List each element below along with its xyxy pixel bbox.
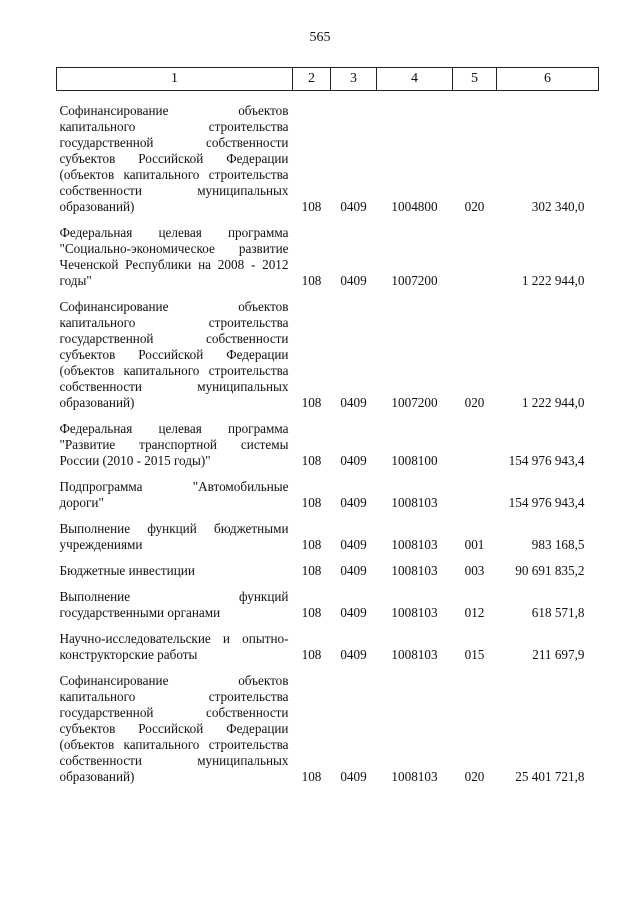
row-name [57,91,293,216]
row-ministry-code: 108 [301,563,322,578]
table-row [57,411,599,469]
row-article-code: 1007200 [391,273,438,288]
row-section-code: 0409 [340,769,367,784]
row-name [57,289,293,411]
row-section-code: 0409 [340,495,367,510]
row-ministry-code: 108 [301,395,322,410]
row-ministry-code: 108 [301,647,322,662]
row-amount: 302 340,0 [531,199,585,214]
row-name-text: Софинансирование объектов капитального строительства государственной собственности субъектов Российской Федерации (объектов капитального строительства собственности муниципальных образований) [59,103,289,214]
row-amount: 1 222 944,0 [521,395,585,410]
row-article-code: 1007200 [391,395,438,410]
row-expense-type-code [453,215,497,289]
table-row [57,579,599,621]
row-name-text: Федеральная целевая программа "Развитие транспортной системы России (2010 - 2015 годы)" [59,421,289,468]
row-article-code: 1008100 [391,453,438,468]
row-name-text: Выполнение функций бюджетными учреждениями [59,521,289,552]
row-name-text: Софинансирование объектов капитального строительства государственной собственности субъектов Российской Федерации (объектов капитального строительства собственности муниципальных образований) [59,673,289,784]
row-name-text: Подпрограмма "Автомобильные дороги" [59,479,289,510]
column-header-6: 6 [497,68,599,91]
row-amount: 154 976 943,4 [508,495,585,510]
row-name [57,621,293,663]
table-row [57,621,599,663]
row-name [57,411,293,469]
column-header-4: 4 [377,68,453,91]
row-section-code: 0409 [340,199,367,214]
row-ministry-code: 108 [301,537,322,552]
row-expense-type-code [453,411,497,469]
table-body [57,91,599,786]
row-section-code: 0409 [340,605,367,620]
row-amount: 618 571,8 [531,605,585,620]
row-article-code: 1008103 [391,537,438,552]
row-name [57,469,293,511]
budget-table [56,67,599,785]
row-ministry-code: 108 [301,199,322,214]
row-name-text: Софинансирование объектов капитального строительства государственной собственности субъектов Российской Федерации (объектов капитального строительства собственности муниципальных образований) [59,299,289,410]
row-article-code: 1008103 [391,769,438,784]
row-name-text: Выполнение функций государственными органами [59,589,289,620]
row-name [57,663,293,785]
row-section-code: 0409 [340,395,367,410]
table-row [57,289,599,411]
row-article-code: 1008103 [391,605,438,620]
row-amount: 154 976 943,4 [508,453,585,468]
row-article-code: 1008103 [391,495,438,510]
table-header [57,68,599,91]
row-section-code: 0409 [340,647,367,662]
row-section-code: 0409 [340,453,367,468]
row-expense-type-code [453,469,497,511]
row-name-text: Научно-исследовательские и опытно-конструкторские работы [59,631,289,662]
table-row [57,469,599,511]
column-header-1: 1 [57,68,293,91]
row-ministry-code: 108 [301,273,322,288]
table-row [57,91,599,216]
row-expense-type-code: 003 [464,563,485,578]
row-name [57,511,293,553]
row-name-text: Федеральная целевая программа "Социально-экономическое развитие Чеченской Республики на 2008 - 2012 годы" [59,225,289,288]
row-ministry-code: 108 [301,769,322,784]
table-row [57,215,599,289]
row-name [57,215,293,289]
row-amount: 25 401 721,8 [515,769,585,784]
column-header-3: 3 [331,68,377,91]
row-expense-type-code: 020 [464,395,485,410]
row-section-code: 0409 [340,273,367,288]
row-expense-type-code: 020 [464,199,485,214]
row-section-code: 0409 [340,563,367,578]
table-row [57,663,599,785]
row-name [57,579,293,621]
row-amount: 983 168,5 [531,537,585,552]
row-ministry-code: 108 [301,605,322,620]
row-section-code: 0409 [340,537,367,552]
row-article-code: 1004800 [391,199,438,214]
row-expense-type-code: 001 [464,537,485,552]
row-name [57,553,293,579]
row-article-code: 1008103 [391,563,438,578]
row-expense-type-code: 015 [464,647,485,662]
row-name-text: Бюджетные инвестиции [59,563,195,578]
row-article-code: 1008103 [391,647,438,662]
row-expense-type-code: 012 [464,605,485,620]
header-row [57,68,599,91]
table-row [57,511,599,553]
row-ministry-code: 108 [301,453,322,468]
row-amount: 90 691 835,2 [515,563,585,578]
table-row [57,553,599,579]
row-expense-type-code: 020 [464,769,485,784]
row-ministry-code: 108 [301,495,322,510]
column-header-5: 5 [453,68,497,91]
row-amount: 1 222 944,0 [521,273,585,288]
page-number: 565 [309,30,331,45]
column-header-2: 2 [293,68,331,91]
row-amount: 211 697,9 [532,647,585,662]
